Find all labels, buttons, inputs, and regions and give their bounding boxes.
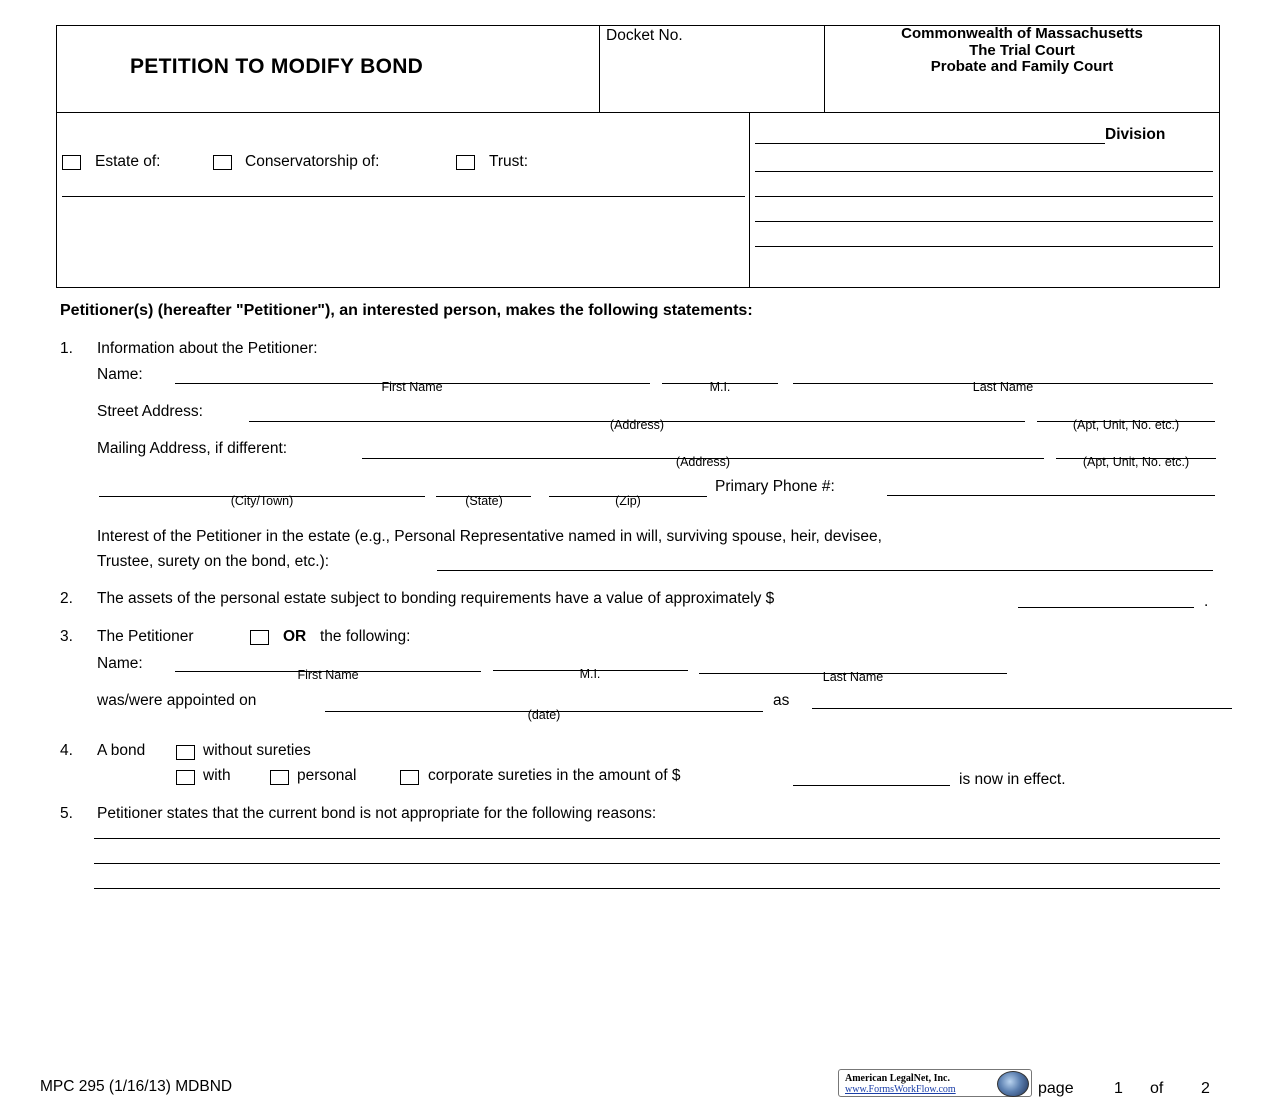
estate-value-field[interactable] bbox=[1018, 607, 1194, 608]
without-sureties-label: without sureties bbox=[203, 742, 311, 759]
conservatorship-label: Conservatorship of: bbox=[245, 153, 380, 170]
publisher-logo[interactable] bbox=[838, 1069, 1032, 1097]
primary-phone-field[interactable] bbox=[887, 495, 1215, 496]
docket-number-field[interactable] bbox=[606, 48, 818, 106]
with-label: with bbox=[203, 767, 231, 784]
section-2-text: The assets of the personal estate subject to bonding requirements have a value of approximately $ bbox=[97, 590, 775, 607]
docket-label: Docket No. bbox=[606, 27, 683, 44]
appointee-mi-caption: M.I. bbox=[579, 667, 601, 681]
section-1-heading: Information about the Petitioner: bbox=[97, 340, 318, 357]
section-4-number: 4. bbox=[60, 742, 73, 759]
reasons-line-2[interactable] bbox=[94, 863, 1220, 864]
division-line-2[interactable] bbox=[755, 171, 1213, 172]
a-bond-label: A bond bbox=[97, 742, 146, 759]
of-label: of bbox=[1150, 1080, 1164, 1097]
title-divider bbox=[599, 25, 600, 113]
mailing-address-label: Mailing Address, if different: bbox=[97, 440, 288, 457]
form-id: MPC 295 (1/16/13) MDBND bbox=[40, 1078, 233, 1095]
division-line-4[interactable] bbox=[755, 221, 1213, 222]
street-apt-caption: (Apt, Unit, No. etc.) bbox=[1072, 418, 1180, 432]
with-sureties-checkbox[interactable] bbox=[176, 770, 195, 785]
first-name-caption: First Name bbox=[381, 380, 443, 394]
section-5-number: 5. bbox=[60, 805, 73, 822]
division-label: Division bbox=[1105, 126, 1166, 143]
section-1-number: 1. bbox=[60, 340, 73, 357]
court-line-3: Probate and Family Court bbox=[930, 58, 1114, 75]
court-line-1: Commonwealth of Massachusetts bbox=[901, 25, 1143, 42]
section-3-number: 3. bbox=[60, 628, 73, 645]
court-line-2: The Trial Court bbox=[969, 42, 1075, 59]
division-name-line[interactable] bbox=[755, 143, 1105, 144]
interest-field[interactable] bbox=[437, 570, 1213, 571]
in-effect-label: is now in effect. bbox=[959, 771, 1066, 788]
reasons-line-3[interactable] bbox=[94, 888, 1220, 889]
personal-label: personal bbox=[297, 767, 357, 784]
header-divider bbox=[56, 112, 1220, 113]
matter-name-line[interactable] bbox=[62, 196, 745, 197]
appointee-first-name-caption: First Name bbox=[297, 668, 359, 682]
page-number: 1 bbox=[1114, 1080, 1123, 1097]
division-line-5[interactable] bbox=[755, 246, 1213, 247]
section-2-number: 2. bbox=[60, 590, 73, 607]
estate-label: Estate of: bbox=[95, 153, 161, 170]
section-2-period: . bbox=[1204, 593, 1209, 610]
petitioner-name-label: Name: bbox=[97, 366, 143, 383]
globe-icon bbox=[997, 1071, 1029, 1097]
personal-sureties-checkbox[interactable] bbox=[270, 770, 289, 785]
appointee-name-label: Name: bbox=[97, 655, 143, 672]
city-caption: (City/Town) bbox=[230, 494, 294, 508]
logo-url-link[interactable]: www.FormsWorkFlow.com bbox=[845, 1084, 956, 1095]
mi-caption: M.I. bbox=[709, 380, 731, 394]
street-address-label: Street Address: bbox=[97, 403, 203, 420]
section-3-text: The Petitioner bbox=[97, 628, 194, 645]
corporate-label: corporate sureties in the amount of $ bbox=[428, 767, 681, 784]
zip-caption: (Zip) bbox=[615, 494, 641, 508]
trust-checkbox[interactable] bbox=[456, 155, 475, 170]
as-label: as bbox=[773, 692, 790, 709]
interest-text-line-1: Interest of the Petitioner in the estate (e.g., Personal Representative named in will, surviving spouse, heir, devisee, bbox=[97, 528, 882, 545]
primary-phone-label: Primary Phone #: bbox=[715, 478, 835, 495]
trust-label: Trust: bbox=[489, 153, 529, 170]
or-label: OR bbox=[283, 628, 307, 645]
interest-text-line-2: Trustee, surety on the bond, etc.): bbox=[97, 553, 330, 570]
without-sureties-checkbox[interactable] bbox=[176, 745, 195, 760]
section-5-text: Petitioner states that the current bond is not appropriate for the following reasons: bbox=[97, 805, 657, 822]
last-name-caption: Last Name bbox=[972, 380, 1034, 394]
appointee-last-name-caption: Last Name bbox=[822, 670, 884, 684]
matter-divider bbox=[749, 112, 750, 288]
mailing-apt-caption: (Apt, Unit, No. etc.) bbox=[1082, 455, 1190, 469]
state-caption: (State) bbox=[465, 494, 503, 508]
bond-amount-field[interactable] bbox=[793, 785, 950, 786]
division-line-3[interactable] bbox=[755, 196, 1213, 197]
intro-statement: Petitioner(s) (hereafter "Petitioner"), an interested person, makes the following statements: bbox=[60, 302, 753, 319]
appointed-on-label: was/were appointed on bbox=[97, 692, 257, 709]
page-label: page bbox=[1038, 1080, 1074, 1097]
corporate-sureties-checkbox[interactable] bbox=[400, 770, 419, 785]
conservatorship-checkbox[interactable] bbox=[213, 155, 232, 170]
appointed-date-caption: (date) bbox=[527, 708, 561, 722]
logo-company-name: American LegalNet, Inc. bbox=[845, 1073, 950, 1084]
page-title: PETITION TO MODIFY BOND bbox=[130, 55, 424, 78]
street-address-caption: (Address) bbox=[609, 418, 665, 432]
following-label: the following: bbox=[320, 628, 411, 645]
appointed-as-field[interactable] bbox=[812, 708, 1232, 709]
reasons-line-1[interactable] bbox=[94, 838, 1220, 839]
other-appointee-checkbox[interactable] bbox=[250, 630, 269, 645]
page-total: 2 bbox=[1201, 1080, 1210, 1097]
mailing-address-caption: (Address) bbox=[675, 455, 731, 469]
estate-checkbox[interactable] bbox=[62, 155, 81, 170]
